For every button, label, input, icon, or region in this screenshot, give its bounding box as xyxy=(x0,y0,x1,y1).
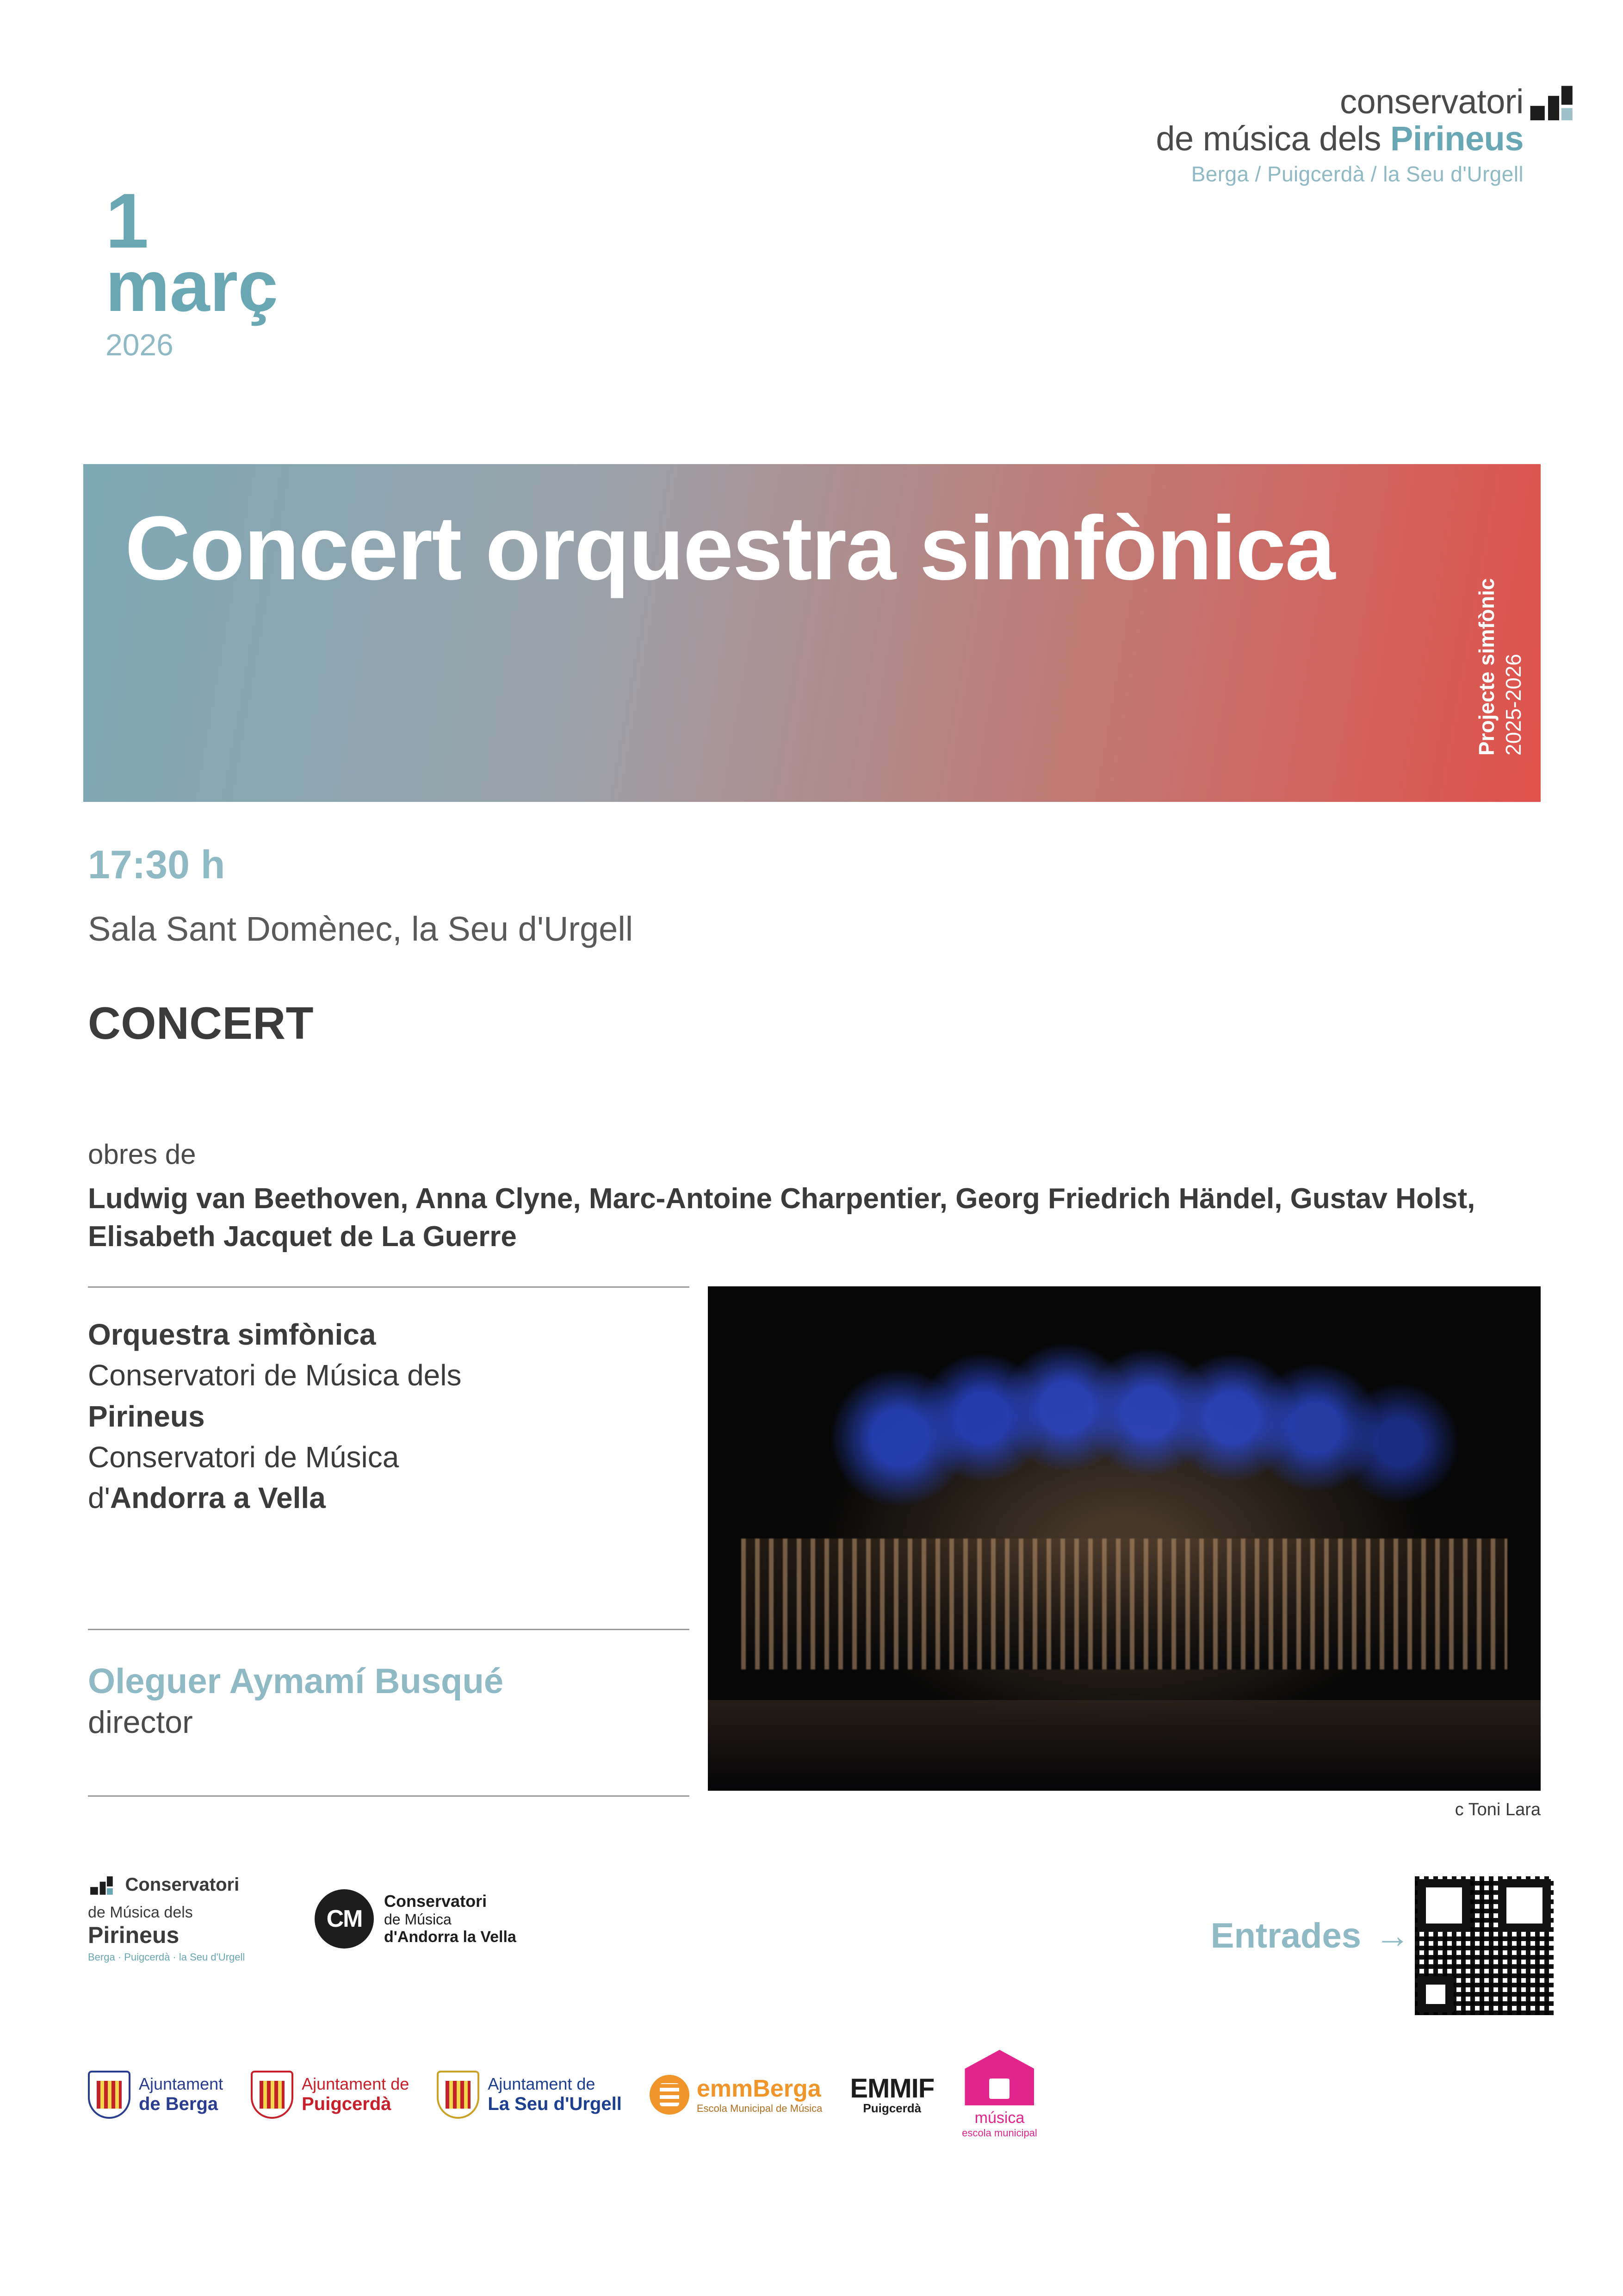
brand-line-2: de música dels Pirineus xyxy=(1156,119,1524,158)
section-heading: CONCERT xyxy=(88,998,314,1049)
pirineus-logo-line-2: de Música dels xyxy=(88,1904,193,1921)
conductor-role: director xyxy=(88,1705,193,1740)
ensembles-block xyxy=(88,1314,708,1519)
puigcerda-logo-line-1: Ajuntament de xyxy=(302,2074,409,2093)
partner-logos-row-2 xyxy=(88,2050,1545,2139)
divider-1 xyxy=(88,1286,689,1288)
ensemble-org-2-accent: Andorra a Vella xyxy=(110,1481,326,1515)
conductor-name: Oleguer Aymamí Busqué xyxy=(88,1662,504,1701)
ajuntament-de-berga-logo xyxy=(88,2071,223,2119)
conductor-block xyxy=(88,1661,708,1740)
emm-berga-name: emmBerga xyxy=(696,2075,821,2102)
emm-berga-logo xyxy=(650,2075,822,2115)
tickets-link[interactable] xyxy=(1211,1916,1410,1956)
la-seu-crest-icon xyxy=(437,2071,479,2119)
ensemble-org-2: Conservatori de Música xyxy=(88,1440,399,1474)
ajuntament-de-puigcerda-logo xyxy=(251,2071,409,2119)
event-date xyxy=(105,177,278,362)
event-time: 17:30 h xyxy=(88,843,225,887)
emmif-puigcerda-logo xyxy=(850,2075,934,2114)
tickets-label: Entrades xyxy=(1210,1916,1361,1955)
banner-side-text xyxy=(1453,506,1525,765)
puigcerda-crest-icon xyxy=(251,2071,293,2119)
arrow-right-icon: → xyxy=(1375,1916,1410,1955)
brand-line-1: conservatori xyxy=(1339,82,1524,121)
ajuntament-de-la-seu-durgell-logo xyxy=(437,2071,622,2119)
pirineus-mark-icon xyxy=(88,1874,118,1904)
conservatori-andorra-la-vella-logo xyxy=(315,1889,516,1948)
works-label: obres de xyxy=(88,1139,196,1170)
pirineus-logo-line-1: Conservatori xyxy=(125,1874,240,1895)
andorra-logo-line-2: de Música xyxy=(384,1911,452,1928)
qr-finder-bottom-left xyxy=(1418,1976,1454,2012)
date-year: 2026 xyxy=(105,327,173,362)
musica-house-icon xyxy=(965,2050,1034,2105)
event-venue: Sala Sant Domènec, la Seu d'Urgell xyxy=(88,910,633,948)
berga-crest-icon xyxy=(88,2071,130,2119)
emm-berga-mark-icon xyxy=(650,2075,689,2115)
ensemble-name: Orquestra simfònica xyxy=(88,1318,376,1351)
pirineus-logo-line-4: Berga · Puigcerdà · la Seu d'Urgell xyxy=(88,1951,245,1963)
la-seu-logo-line-1: Ajuntament de xyxy=(488,2074,595,2093)
andorra-logo-line-3: d'Andorra la Vella xyxy=(384,1928,516,1946)
ensemble-org-1-accent: Pirineus xyxy=(88,1399,205,1433)
andorra-logo-line-1: Conservatori xyxy=(384,1891,487,1911)
orchestra-stage-photo xyxy=(708,1286,1541,1791)
emm-berga-subtitle: Escola Municipal de Música xyxy=(696,2102,823,2114)
project-season: 2025-2026 xyxy=(1501,654,1525,756)
page-title: Concert orquestra simfònica xyxy=(125,497,1335,599)
photo-credit: c Toni Lara xyxy=(1455,1800,1541,1819)
brand-line-3: Berga / Puigcerdà / la Seu d'Urgell xyxy=(1191,161,1524,186)
musica-name: música xyxy=(974,2109,1025,2127)
musica-escola-municipal-logo xyxy=(962,2050,1037,2139)
title-banner xyxy=(83,464,1541,802)
conservatori-musica-pirineus-logo xyxy=(88,1874,282,1963)
ensemble-org-1: Conservatori de Música dels xyxy=(88,1359,462,1392)
musica-subtitle: escola municipal xyxy=(962,2127,1037,2139)
andorra-mark-icon: CM xyxy=(315,1889,374,1948)
emmif-name: EMMIF xyxy=(850,2073,935,2104)
pirineus-logo-line-3: Pirineus xyxy=(88,1922,180,1948)
divider-2 xyxy=(88,1629,689,1630)
partner-logos-row-1 xyxy=(88,1874,516,1963)
orchestra-musicians xyxy=(741,1539,1507,1669)
puigcerda-logo-line-2: Puigcerdà xyxy=(302,2094,391,2114)
date-month: març xyxy=(105,246,278,327)
ensemble-org-2-prefix: d' xyxy=(88,1481,110,1515)
berga-logo-line-1: Ajuntament xyxy=(139,2074,223,2093)
conservatori-logo-mark-icon xyxy=(1526,81,1581,137)
conservatori-brand xyxy=(1156,83,1524,186)
stage-floor xyxy=(708,1700,1541,1791)
berga-logo-line-2: de Berga xyxy=(139,2094,218,2114)
date-day: 1 xyxy=(105,177,149,264)
divider-3 xyxy=(88,1795,689,1797)
tickets-qr-code[interactable] xyxy=(1415,1876,1554,2015)
la-seu-logo-line-2: La Seu d'Urgell xyxy=(488,2094,622,2114)
emmif-subtitle: Puigcerdà xyxy=(863,2101,922,2115)
project-name: Projecte simfònic xyxy=(1474,578,1499,756)
works-composers: Ludwig van Beethoven, Anna Clyne, Marc-Antoine Charpentier, Georg Friedrich Händel, Gustav Holst, Elisabeth Jacquet de La Guerre xyxy=(88,1183,1475,1253)
